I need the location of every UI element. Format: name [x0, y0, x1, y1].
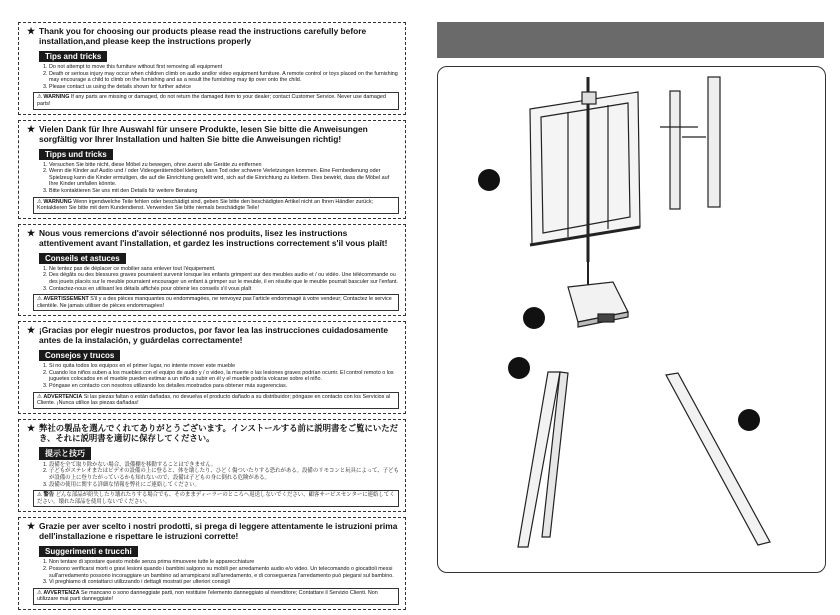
tip-item: 3. Bitte kontaktieren Sie uns mit den Details für weitere Beratung: [49, 188, 399, 195]
section-title: [27, 26, 399, 46]
tips-tag: Conseils et astuces: [39, 253, 126, 264]
callout-marker: [478, 169, 500, 191]
warning-label: WARNING: [43, 94, 70, 101]
leg-parts: [518, 372, 770, 547]
tips-list: [27, 363, 399, 389]
warning-text: Si las piezas faltan o están dañadas, no devuelva el producto dañado a su distribuidor; póngase en contacto con los Servicios al Cliente. ¡Nunca utilice las piezas dañadas!: [37, 393, 391, 407]
tip-item: 1. Si no quita todos los equipos en el primer lugar, no intente mover este mueble: [49, 363, 399, 370]
parts-illustration: [438, 67, 825, 572]
parts-panel: [437, 66, 826, 573]
instruction-section: [18, 224, 406, 317]
callout-marker: [523, 307, 545, 329]
section-title: [27, 325, 399, 345]
tip-item: 3. Contactez-nous en utilisant les détails affichés pour obtenir les conseils s'il vous plaît: [49, 286, 399, 293]
warning-box: [33, 197, 399, 214]
tips-tag: Consejos y trucos: [39, 350, 120, 361]
parts-header-bar: [437, 22, 824, 58]
frame-part: [530, 77, 640, 262]
star-icon: ★: [27, 521, 36, 532]
tips-list: [27, 462, 399, 488]
tip-item: 3. 設備の使用に関する詳細な情報を弊社にご連絡してください。: [49, 482, 399, 489]
section-title-text: Nous vous remercions d'avoir sélectionné nos produits, lisez les instructions attentivement avant l'installation, et gardez les instructions correctement s'il vous plaît!: [39, 227, 388, 248]
section-title-text: Grazie per aver scelto i nostri prodotti, si prega di leggere attentamente le istruzioni prima dell'installazione e rispettare le istruzioni corrette!: [39, 521, 398, 542]
section-title: [27, 124, 399, 144]
warning-label: ADVERTENCIA: [43, 393, 83, 400]
bracket-part: [568, 282, 628, 327]
warning-label: WARNUNG: [43, 198, 72, 205]
section-title: [27, 521, 399, 541]
warning-triangle-icon: ⚠: [37, 393, 42, 400]
tip-item: 3. Please contact us using the details shown for further advice: [49, 84, 399, 91]
tip-item: 2. Cuando los niños suben a los muebles con el equipo de audio y / o video, la muerte o las lesiones graves podrían ocurrir. El control remoto o los juguetes colocados en el mueble pueden estimar a un niño a subir en él y el mueble podría volcarse sobre el niño.: [49, 370, 399, 383]
tip-item: 1. 設備を全て取り除かない場合、設備棚を移動することはできません。: [49, 462, 399, 469]
warning-text: どんな部品が紛失したり壊れたりする場合でも、そのままディーラーのところへ返送しないでください、顧客サービスセンターに連絡してください。壊れた部品を使用しないでください。: [37, 492, 395, 505]
section-title: [27, 228, 399, 248]
tip-item: 3. Vi preghiamo di contattarci utilizzando i dettagli mostrati per ulteriori consigli: [49, 579, 399, 586]
warning-box: [33, 490, 399, 507]
warning-box: [33, 588, 399, 605]
callout-marker: [508, 357, 530, 379]
tip-item: 3. Póngase en contacto con nosotros utilizando los detalles mostrados para obtener más sugerencias.: [49, 383, 399, 390]
warning-text: Wenn irgendwelche Teile fehlen oder beschädigt sind, geben Sie bitte den beschädigten Artikel nicht an Ihren Händler zurück; Kontaktieren Sie bitte mit dem Kundendienst. Verwenden Sie bitte niemals beschädigte Teile!: [37, 198, 374, 212]
instructions-column: [18, 22, 406, 615]
instruction-section: [18, 419, 406, 513]
tip-item: 2. Des dégâts ou des blessures graves pourraient survenir lorsque les enfants grimpent sur des meubles audio et / ou vidéo. Une télécommande ou des jouets placés sur le meuble pourraient encourager un enfant à grimper sur le meuble, il en résulte que le meuble pourrait basculer sur l'enfant.: [49, 272, 399, 285]
warning-box: [33, 92, 399, 109]
tip-item: 2. Death or serious injury may occur when children climb on audio and/or video equipment furniture. A remote control or toys placed on the furnishing may encourage a child to climb on the furnishing and as a result the furnishing may tip over onto the child.: [49, 71, 399, 84]
tips-tag: Suggerimenti e trucchi: [39, 546, 138, 557]
tip-item: 2. 子どもがステレオまたはビデオの設備の上に登ると、体を壊したり、ひどく傷ついたりする恐れがある。設備のリモコンと玩具によって、子どもが設備の上に登りたがっているかも知れないので、設備は子どもの身に倒れる危険がある。: [49, 468, 399, 481]
tip-item: 1. Ne tentez pas de déplacer ce mobilier sans enlever tout l'équipement.: [49, 266, 399, 273]
callout-marker: [738, 409, 760, 431]
tips-list: [27, 266, 399, 292]
warning-label: 警告: [43, 492, 55, 499]
tips-list: [27, 559, 399, 585]
warning-triangle-icon: ⚠: [37, 492, 42, 499]
tips-tag: 提示と技巧: [39, 447, 91, 460]
warning-text: S'il y a des pièces manquantes ou endommagées, ne renvoyez pas l'article endommagé à votre vendeur; Contactez le service clientèle. Ne jamais utiliser de pièces endommagées!: [37, 296, 392, 309]
star-icon: ★: [27, 26, 36, 36]
star-icon: ★: [27, 325, 36, 336]
warning-label: AVERTISSEMENT: [43, 296, 89, 303]
warning-triangle-icon: ⚠: [37, 198, 42, 205]
warning-text: If any parts are missing or damaged, do not return the damaged item to your dealer; contact Customer Service. Never use damaged parts!: [37, 94, 386, 107]
tips-list: [27, 162, 399, 195]
tip-item: 1. Do not attempt to move this furniture without first removing all equipment: [49, 64, 399, 71]
tips-tag: Tipps und tricks: [39, 149, 113, 160]
vertical-rails: [660, 77, 720, 209]
star-icon: ★: [27, 123, 36, 134]
warning-label: AVVERTENZA: [43, 589, 80, 596]
instruction-section: [18, 517, 406, 610]
tip-item: 2. Wenn die Kinder auf Audio und / oder Videogerätemöbel klettern, kann Tod oder schwere Verletzungen kommen. Eine Fernbedienung oder Spielzeug kann die Kinder ermutigen, die auf die Einrichtung gestellt wird, sich auf die Einrichtung zu klettern. Dies bewirkt, dass die Möbel auf Ihre Kinder umfallen könnte.: [49, 168, 399, 188]
warning-triangle-icon: ⚠: [37, 296, 42, 303]
star-icon: ★: [27, 422, 36, 433]
tip-item: 1. Non tentare di spostare questo mobile senza prima rimuovere tutte le apparecchiature: [49, 559, 399, 566]
warning-triangle-icon: ⚠: [37, 94, 42, 101]
warning-box: [33, 294, 399, 311]
section-title-text: Vielen Dank für Ihre Auswahl für unsere Produkte, lesen Sie bitte die Anweisungen sorgfältig vor Ihrer Installation und halten Sie bitte die Anweisungen richtig!: [39, 123, 368, 144]
warning-box: [33, 392, 399, 409]
instruction-section: [18, 321, 406, 414]
section-title: [27, 423, 399, 443]
warning-triangle-icon: ⚠: [37, 589, 42, 596]
section-title-text: 弊社の製品を選んでくれてありがとうございます。インストールする前に説明書をご覧にいただき、それに説明書を適切に保存してください。: [39, 422, 399, 443]
instruction-section: [18, 120, 406, 219]
section-title-text: ¡Gracias por elegir nuestros productos, por favor lea las instrucciones cuidadosamente antes de la instalación, y guárdelas correctamente!: [39, 325, 389, 346]
star-icon: ★: [27, 227, 36, 238]
warning-text: Se mancano o sono danneggiate parti, non restituire l'elemento danneggiato al rivenditore; Contattare il Servizio Clienti. Non utilizzare mai parti danneggiate!: [37, 589, 378, 603]
tips-list: [27, 64, 399, 90]
tip-item: 1. Versuchen Sie bitte nicht, diese Möbel zu bewegen, ohne zuerst alle Geräte zu entfernen: [49, 162, 399, 169]
section-title-text: Thank you for choosing our products please read the instructions carefully before installation,and please keep the instructions properly: [39, 26, 367, 46]
instruction-section: [18, 22, 406, 115]
tip-item: 2. Possono verificarsi morti o gravi lesioni quando i bambini salgono su mobili per arredamento audio e/o video. Un telecomando o giocattoli messi sull'arredamento possono incoraggiare un bambino ad arrampicarsi sull'arredamento, e di conseguenza l'arredamento può piegarsi sul bambino.: [49, 566, 399, 579]
tips-tag: Tips and tricks: [39, 51, 107, 62]
